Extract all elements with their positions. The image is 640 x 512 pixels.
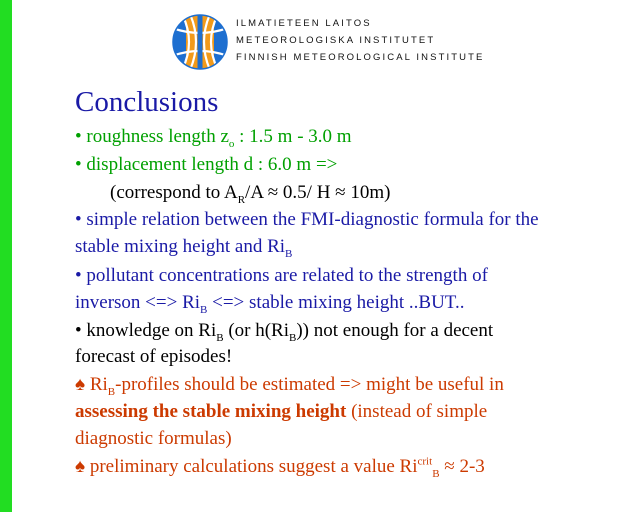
- emphasis-text: assessing the stable mixing height: [75, 401, 347, 422]
- bullet-simple-relation: • simple relation between the FMI-diagnostic formula for the: [75, 209, 539, 230]
- pollutant-concentrations-cont: inverson <=> $Ri_B$ <=> stable mixing height ..BUT..: [75, 292, 465, 316]
- bullet-pollutant-concentrations: • pollutant concentrations are related to the strength of: [75, 265, 488, 286]
- fmi-globe-logo-icon: [172, 14, 228, 70]
- bullet-roughness-length: • roughness length $z_o$ : 1.5 m - 3.0 m: [75, 126, 352, 150]
- bullet-dot: •: [75, 320, 82, 341]
- displacement-note: (correspond to $A_R/A \approx 0.5/$ H ≈ 10m): [110, 182, 391, 206]
- rib-profiles-cont: assessing the stable mixing height (instead of simple: [75, 401, 488, 422]
- institute-names: [236, 15, 484, 66]
- left-accent-bar: [0, 0, 12, 512]
- institute-name-finnish: ILMATIETEEN LAITOS: [236, 18, 372, 29]
- institute-name-swedish: METEOROLOGISKA INSTITUTET: [236, 35, 436, 46]
- bullet-rib-profiles: ♠ $Ri_B$-profiles should be estimated => might be useful in: [75, 374, 504, 398]
- bullet-preliminary-calculations: ♠ preliminary calculations suggest a value $Ri^{crit}_B \approx 2-3$: [75, 455, 485, 480]
- bullet-dot: •: [75, 265, 82, 286]
- bullet-knowledge: • knowledge on $Ri_B$ (or $h(Ri_B)$) not enough for a decent: [75, 320, 494, 344]
- slide-title: Conclusions: [75, 86, 219, 118]
- rib-profiles-cont-2: diagnostic formulas): [75, 428, 232, 449]
- spade-icon: ♠: [75, 374, 86, 395]
- knowledge-cont: forecast of episodes!: [75, 346, 233, 367]
- institute-name-english: FINNISH METEOROLOGICAL INSTITUTE: [236, 52, 485, 63]
- bullet-dot: •: [75, 154, 82, 175]
- simple-relation-cont: stable mixing height and $Ri_B$: [75, 236, 293, 260]
- bullet-displacement-length: • displacement length d : 6.0 m =>: [75, 154, 338, 175]
- bullet-dot: •: [75, 126, 82, 147]
- bullet-dot: •: [75, 209, 82, 230]
- spade-icon: ♠: [75, 456, 86, 477]
